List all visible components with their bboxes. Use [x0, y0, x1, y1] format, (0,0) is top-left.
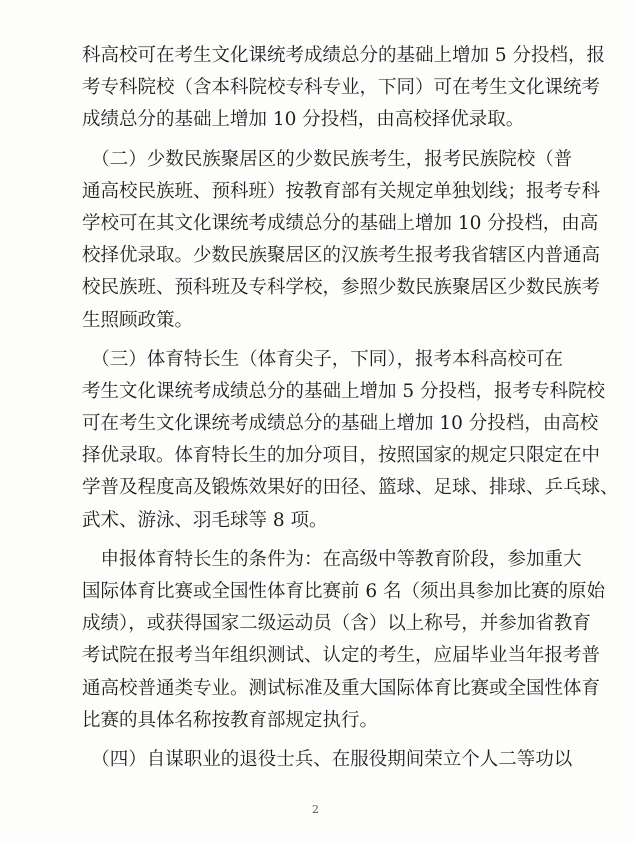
text-line: （二）少数民族聚居区的少数民族考生，报考民族院校（普 — [82, 148, 573, 170]
text-line: 学普及程度高及锻炼效果好的田径、篮球、足球、排球、乒乓球、 — [82, 477, 619, 499]
text-line: 国际体育比赛或全国性体育比赛前 6 名（须出具参加比赛的原始 — [82, 581, 606, 602]
text-line: 考生文化课统考成绩总分的基础上增加 5 分投档，报考专科院校 — [82, 380, 606, 402]
text-line: 通高校普通类专业。测试标准及重大国际体育比赛或全国性体育 — [82, 677, 601, 699]
text-line: 申报体育特长生的条件为：在高级中等教育阶段，参加重大 — [82, 548, 582, 570]
text-line: 校择优录取。少数民族聚居区的汉族考生报考我省辖区内普通高 — [82, 245, 601, 267]
paragraph-5 — [82, 744, 582, 776]
text-line: （四）自谋职业的退役士兵、在服役期间荣立个人二等功以 — [82, 748, 573, 770]
paragraph-1 — [82, 40, 606, 137]
paragraph-4 — [82, 544, 606, 737]
text-line: 校民族班、预科班及专科学校，参照少数民族聚居区少数民族考 — [82, 277, 601, 299]
text-line: 成绩总分的基础上增加 10 分投档，由高校择优录取。 — [82, 109, 525, 131]
paragraph-3 — [82, 344, 619, 537]
text-line: 考试院在报考当年组织测试、认定的考生，应届毕业当年报考普 — [82, 645, 601, 667]
text-line: 成绩），或获得国家二级运动员（含）以上称号，并参加省教育 — [82, 613, 591, 635]
document-body — [82, 40, 619, 776]
paragraph-2 — [82, 144, 601, 337]
text-line: 考专科院校（含本科院校专科专业，下同）可在考生文化课统考 — [82, 77, 601, 99]
text-line: 生照顾政策。 — [82, 309, 194, 331]
text-line: （三）体育特长生（体育尖子，下同），报考本科高校可在 — [82, 348, 564, 370]
text-line: 可在考生文化课统考成绩总分的基础上增加 10 分投档，由高校 — [82, 413, 599, 435]
text-line: 择优录取。体育特长生的加分项目，按照国家的规定只限定在中 — [82, 445, 601, 467]
text-line: 通高校民族班、预科班）按教育部有关规定单独划线；报考专科 — [82, 180, 601, 202]
text-line: 学校可在其文化课统考成绩总分的基础上增加 10 分投档，由高 — [82, 212, 599, 234]
text-line: 武术、游泳、羽毛球等 8 项。 — [82, 509, 328, 531]
text-line: 科高校可在考生文化课统考成绩总分的基础上增加 5 分投档，报 — [82, 45, 606, 66]
page-number: 2 — [312, 803, 319, 816]
text-line: 比赛的具体名称按教育部规定执行。 — [82, 709, 379, 731]
